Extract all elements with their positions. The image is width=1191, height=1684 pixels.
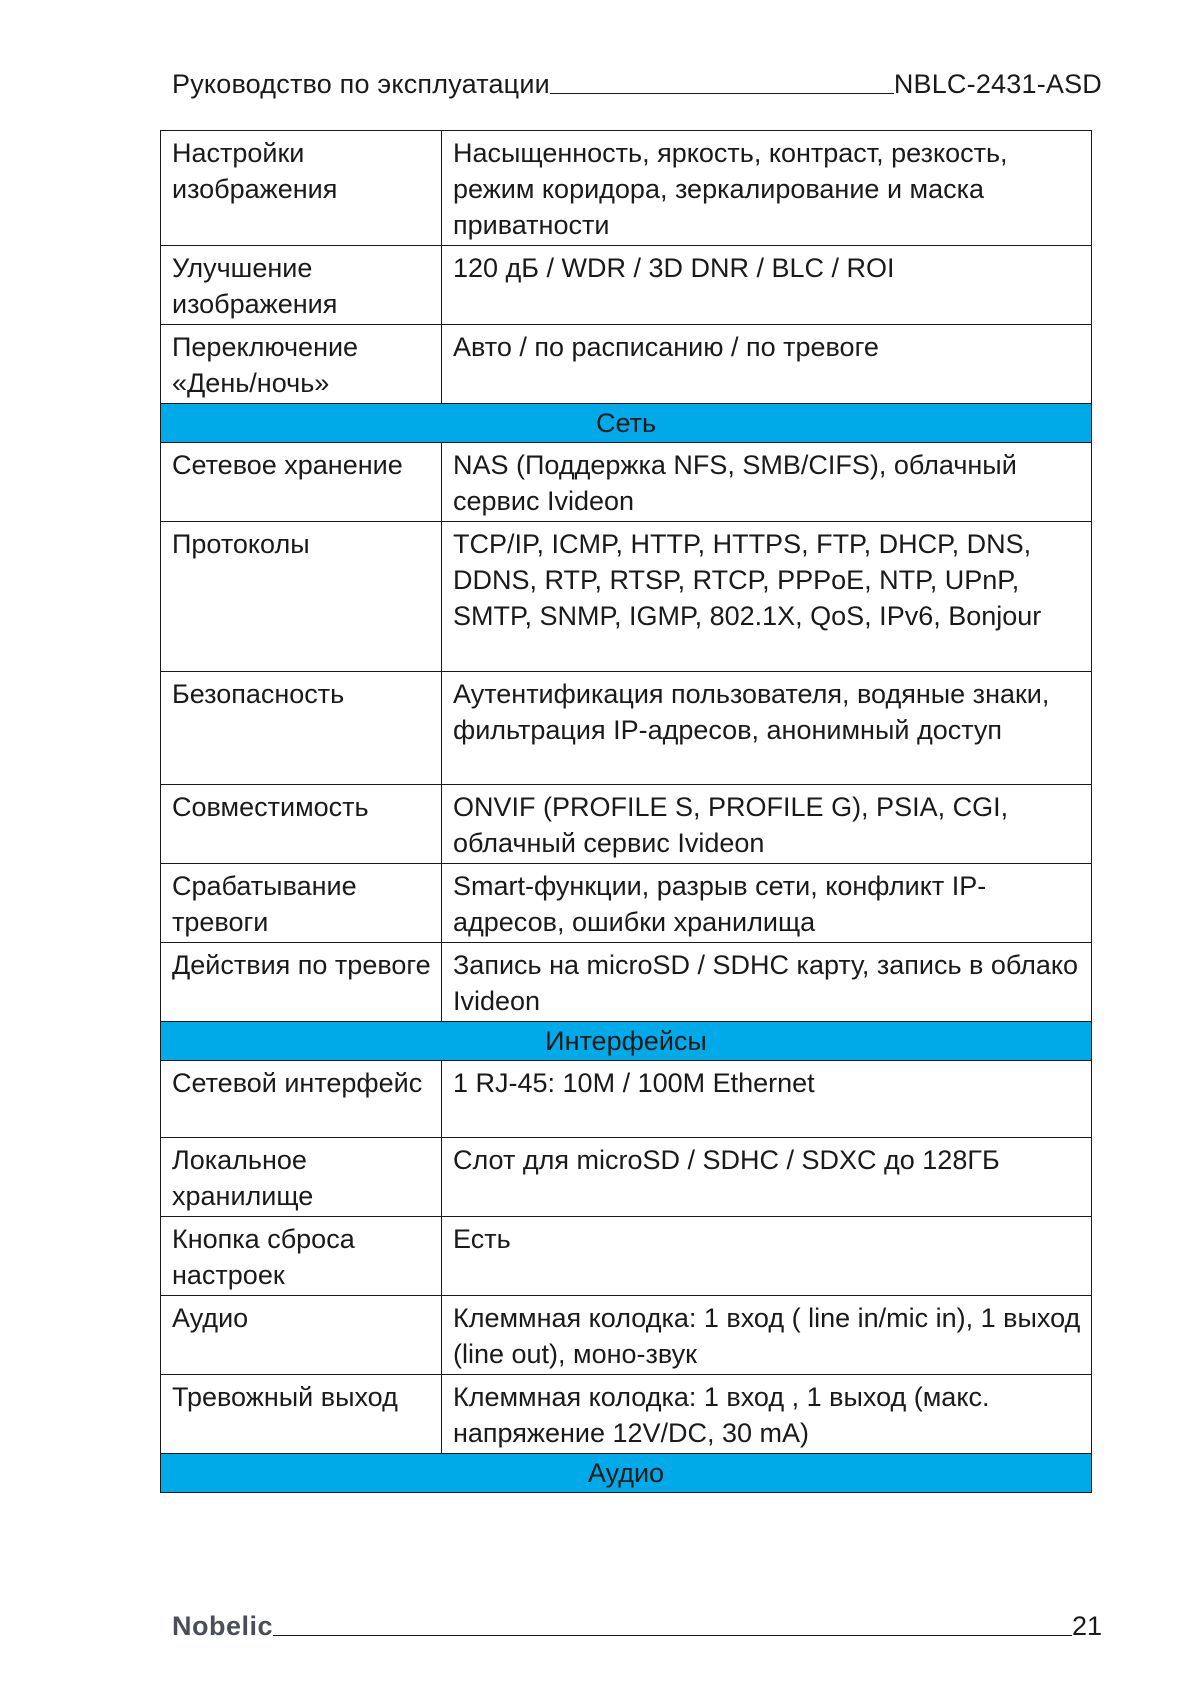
specifications-table xyxy=(160,130,1092,1493)
section-header-network xyxy=(161,404,1092,443)
spec-row xyxy=(161,864,1092,943)
spec-label: Тревожный выход xyxy=(161,1375,442,1454)
section-header-interfaces xyxy=(161,1022,1092,1061)
spec-row xyxy=(161,943,1092,1022)
spec-row xyxy=(161,443,1092,522)
spec-label: Настройки изображения xyxy=(161,131,442,246)
header-rule xyxy=(550,93,894,94)
spec-value: Клеммная колодка: 1 вход , 1 выход (макс. напряжение 12V/DC, 30 mA) xyxy=(442,1375,1092,1454)
section-title: Аудио xyxy=(161,1454,1092,1493)
spec-value: Авто / по расписанию / по тревоге xyxy=(442,325,1092,404)
spec-label: Улучшение изображения xyxy=(161,246,442,325)
brand-name: Nobelic xyxy=(172,1611,274,1641)
spec-label: Сетевое хранение xyxy=(161,443,442,522)
spec-label: Действия по тревоге xyxy=(161,943,442,1022)
page-number: 21 xyxy=(1071,1611,1102,1641)
spec-label: Протоколы xyxy=(161,522,442,672)
footer-rule xyxy=(273,1635,1072,1636)
spec-value: Аутентификация пользователя, водяные знаки, фильтрация IP-адресов, анонимный доступ xyxy=(442,672,1092,785)
model-number: NBLC-2431-ASD xyxy=(893,69,1102,99)
spec-row xyxy=(161,131,1092,246)
spec-label: Аудио xyxy=(161,1296,442,1375)
spec-label: Локальное хранилище xyxy=(161,1138,442,1217)
document-title: Руководство по эксплуатации xyxy=(172,69,550,99)
spec-value: Запись на microSD / SDHC карту, запись в облако Ivideon xyxy=(442,943,1092,1022)
page-footer xyxy=(172,1598,1102,1642)
spec-row xyxy=(161,1217,1092,1296)
spec-row xyxy=(161,785,1092,864)
page-header xyxy=(172,56,1102,100)
spec-row xyxy=(161,1296,1092,1375)
spec-label: Кнопка сброса настроек xyxy=(161,1217,442,1296)
spec-label: Совместимость xyxy=(161,785,442,864)
spec-value: TCP/IP, ICMP, HTTP, HTTPS, FTP, DHCP, DNS, DDNS, RTP, RTSP, RTCP, PPPoE, NTP, UPnP, SMTP, SNMP, IGMP, 802.1X, QoS, IPv6, Bonjour xyxy=(442,522,1092,672)
section-header-audio xyxy=(161,1454,1092,1493)
spec-value: ONVIF (PROFILE S, PROFILE G), PSIA, CGI, облачный сервис Ivideon xyxy=(442,785,1092,864)
spec-row xyxy=(161,522,1092,672)
section-title: Интерфейсы xyxy=(161,1022,1092,1061)
spec-label: Сетевой интерфейс xyxy=(161,1061,442,1138)
spec-value: 1 RJ-45: 10M / 100M Ethernet xyxy=(442,1061,1092,1138)
spec-row xyxy=(161,246,1092,325)
spec-value: Smart-функции, разрыв сети, конфликт IP-адресов, ошибки хранилища xyxy=(442,864,1092,943)
spec-value: Насыщенность, яркость, контраст, резкость, режим коридора, зеркалирование и маска приватности xyxy=(442,131,1092,246)
spec-label: Срабатывание тревоги xyxy=(161,864,442,943)
spec-label: Переключение «День/ночь» xyxy=(161,325,442,404)
spec-value: NAS (Поддержка NFS, SMB/CIFS), облачный сервис Ivideon xyxy=(442,443,1092,522)
spec-row xyxy=(161,1061,1092,1138)
spec-row xyxy=(161,1375,1092,1454)
spec-value: Слот для microSD / SDHC / SDXC до 128ГБ xyxy=(442,1138,1092,1217)
section-title: Сеть xyxy=(161,404,1092,443)
spec-row xyxy=(161,325,1092,404)
spec-value: Есть xyxy=(442,1217,1092,1296)
spec-value: Клеммная колодка: 1 вход ( line in/mic in), 1 выход (line out), моно-звук xyxy=(442,1296,1092,1375)
spec-row xyxy=(161,1138,1092,1217)
spec-row xyxy=(161,672,1092,785)
spec-value: 120 дБ / WDR / 3D DNR / BLC / ROI xyxy=(442,246,1092,325)
spec-label: Безопасность xyxy=(161,672,442,785)
